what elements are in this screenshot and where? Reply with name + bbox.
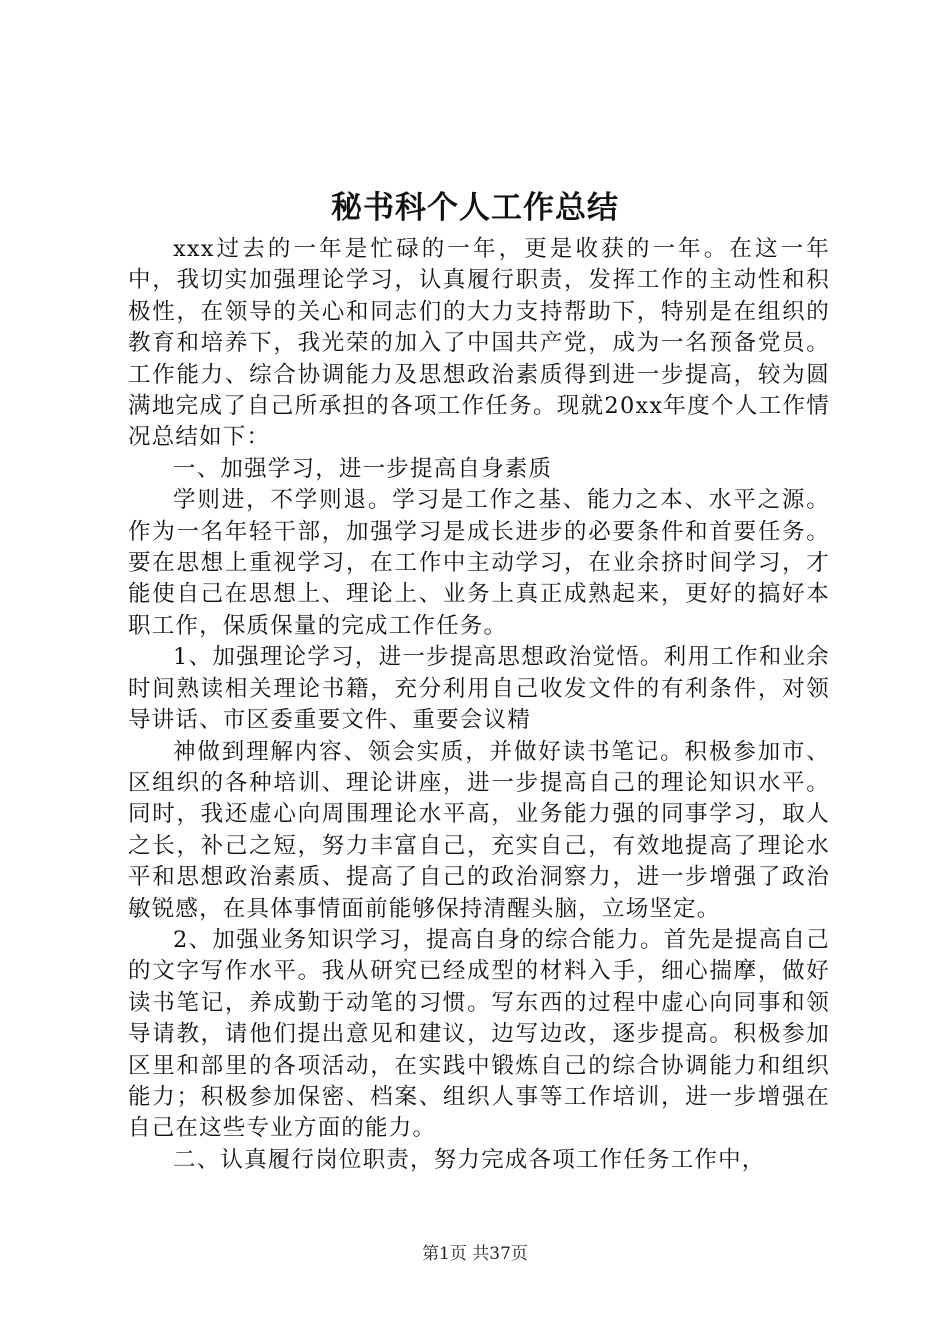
paragraph-theory-study-cont: 神做到理解内容、领会实质，并做好读书笔记。积极参加市、区组织的各种培训、理论讲座，进一步提高自己的理论知识水平。同时，我还虚心向周围理论水平高，业务能力强的同事学习，取人之长，补己之短，努力丰富自己，充实自己，有效地提高了理论水平和思想政治素质、提高了自己的政治洞察力，进一步增强了政治敏锐感，在具体事情面前能够保持清醒头脑，立场坚定。	[128, 738, 830, 922]
document-title: 秘书科个人工作总结	[331, 190, 619, 226]
section-heading-2: 二、认真履行岗位职责，努力完成各项工作任务工作中，	[173, 1146, 766, 1173]
document-body	[128, 234, 830, 1176]
page-number-footer: 第1页 共37页	[422, 1244, 528, 1264]
paragraph-business-study: 2、加强业务知识学习，提高自身的综合能力。首先是提高自己的文字写作水平。我从研究已经成型的材料入手，细心揣摩，做好读书笔记，养成勤于动笔的习惯。写东西的过程中虚心向同事和领导请教，请他们提出意见和建议，边写边改，逐步提高。积极参加区里和部里的各项活动，在实践中锻炼自己的综合协调能力和组织能力；积极参加保密、档案、组织人事等工作培训，进一步增强在自己在这些专业方面的能力。	[128, 926, 830, 1142]
paragraph-intro: xxx过去的一年是忙碌的一年，更是收获的一年。在这一年中，我切实加强理论学习，认真履行职责，发挥工作的主动性和积极性，在领导的关心和同志们的大力支持帮助下，特别是在组织的教育和培养下，我光荣的加入了中国共产党，成为一名预备党员。工作能力、综合协调能力及思想政治素质得到进一步提高，较为圆满地完成了自己所承担的各项工作任务。现就20xx年度个人工作情况总结如下：	[128, 236, 830, 451]
section-heading-1: 一、加强学习，进一步提高自身素质	[173, 455, 553, 482]
paragraph-study: 学则进，不学则退。学习是工作之基、能力之本、水平之源。作为一名年轻干部，加强学习是成长进步的必要条件和首要任务。要在思想上重视学习，在工作中主动学习，在业余挤时间学习，才能使自己在思想上、理论上、业务上真正成熟起来，更好的搞好本职工作，保质保量的完成工作任务。	[128, 487, 830, 639]
paragraph-theory-study: 1、加强理论学习，进一步提高思想政治觉悟。利用工作和业余时间熟读相关理论书籍，充分利用自己收发文件的有利条件，对领导讲话、市区委重要文件、重要会议精	[128, 644, 830, 734]
